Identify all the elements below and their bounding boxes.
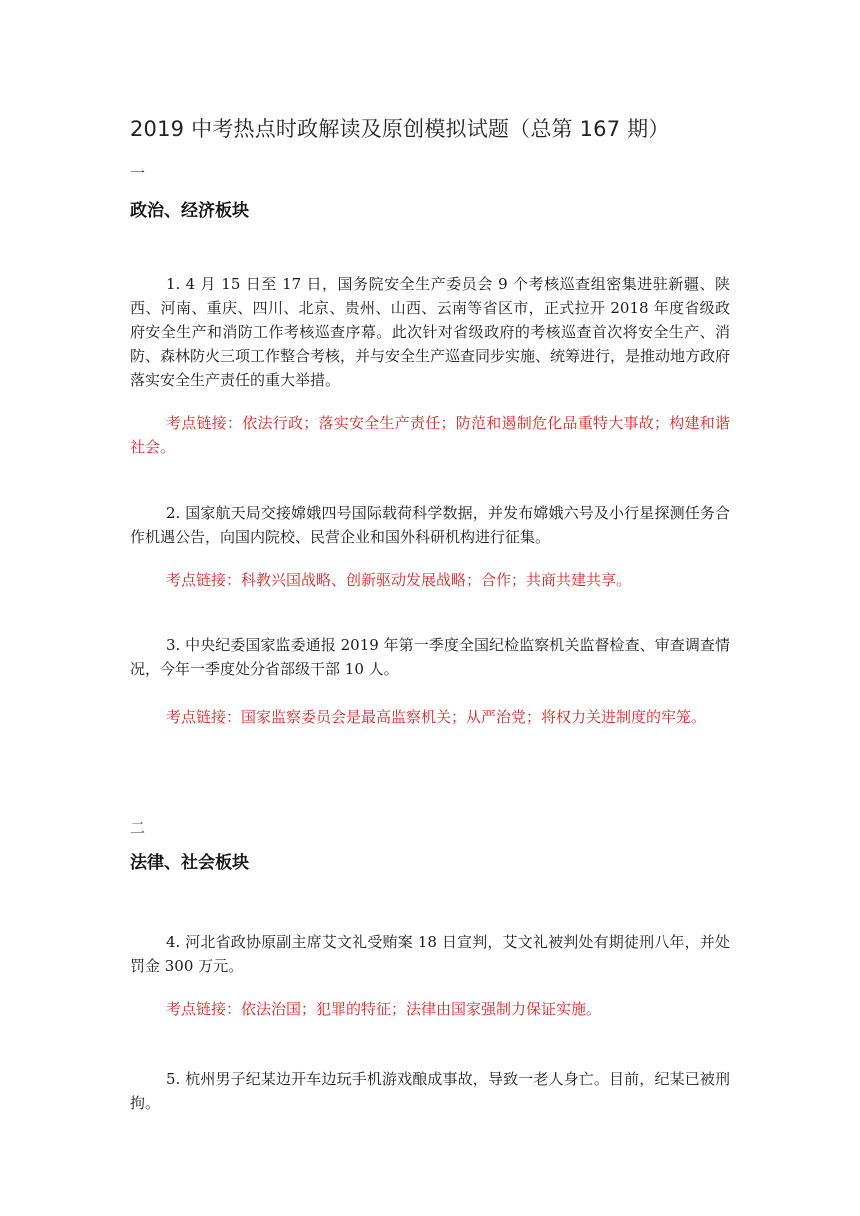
news-item: 3. 中央纪委国家监委通报 2019 年第一季度全国纪检监察机关监督检查、审查调查情况，今年一季度处分省部级干部 10 人。 — [130, 636, 730, 678]
exam-point-link: 考点链接：科教兴国战略、创新驱动发展战略；合作；共商共建共享。 — [166, 571, 632, 589]
exam-point-link: 考点链接：依法行政；落实安全生产责任；防范和遏制危化品重特大事故；构建和谐社会。 — [130, 414, 730, 456]
news-item: 1. 4 月 15 日至 17 日，国务院安全生产委员会 9 个考核巡查组密集进驻新疆、陕西、河南、重庆、四川、北京、贵州、山西、云南等省区市，正式拉开 2018 年度省级政府安全生产和消防工作考核巡查序幕。此次针对省级政府的考核巡查首次将安全生产、消防、森林防火三项工作整合考核，并与安全生产巡查同步实施、统筹进行，是推动地方政府落实安全生产责任的重大举措。 — [130, 275, 731, 389]
news-item: 4. 河北省政协原副主席艾文礼受贿案 18 日宣判，艾文礼被判处有期徒刑八年，并处罚金 300 万元。 — [130, 933, 730, 975]
document-title: 2019 中考热点时政解读及原创模拟试题（总第 167 期） — [130, 117, 670, 141]
exam-point-link: 考点链接：国家监察委员会是最高监察机关；从严治党；将权力关进制度的牢笼。 — [166, 708, 707, 726]
section-heading: 法律、社会板块 — [130, 853, 249, 873]
exam-point-link: 考点链接：依法治国；犯罪的特征；法律由国家强制力保证实施。 — [166, 1000, 602, 1018]
news-item: 5. 杭州男子纪某边开车边玩手机游戏酿成事故，导致一老人身亡。目前，纪某已被刑拘。 — [130, 1070, 730, 1112]
section-heading: 政治、经济板块 — [130, 201, 249, 221]
section-number: 一 — [130, 164, 146, 182]
news-item: 2. 国家航天局交接嫦娥四号国际载荷科学数据，并发布嫦娥六号及小行星探测任务合作机遇公告，向国内院校、民营企业和国外科研机构进行征集。 — [130, 504, 730, 546]
section-number: 二 — [130, 819, 146, 837]
